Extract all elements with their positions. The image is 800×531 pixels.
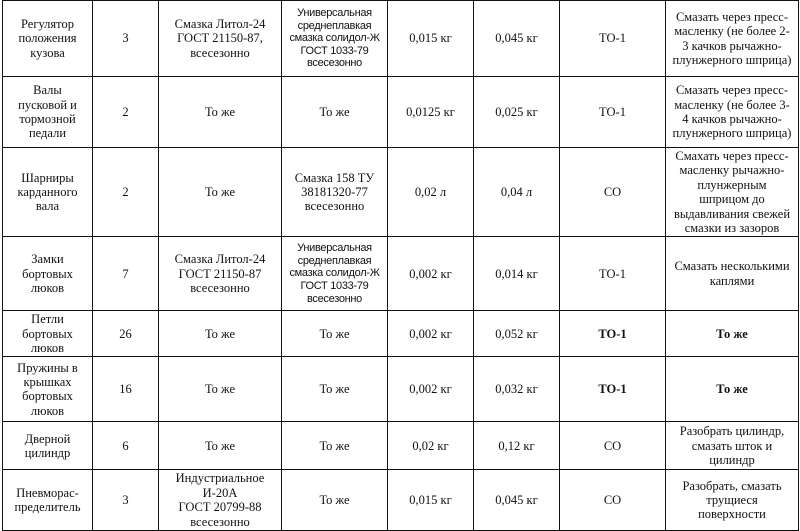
table-row — [3, 77, 799, 148]
alt-lubricant-cell: То же — [282, 470, 388, 531]
quantity-cell: 3 — [93, 1, 159, 77]
quantity-cell: 2 — [93, 77, 159, 148]
amount-total-cell: 0,045 кг — [474, 470, 560, 531]
amount-per-point-cell: 0,02 кг — [388, 422, 474, 470]
part-name-cell: Валы пусковой и тормозной педали — [3, 77, 93, 148]
table-row — [3, 470, 799, 531]
instructions-cell: Смазать через пресс- масленку (не более 2- 3 качков рычажно- плунжерного шприца) — [666, 1, 799, 77]
table-row — [3, 237, 799, 311]
lubricant-cell: Смазка Литол-24 ГОСТ 21150-87, всесезонно — [159, 1, 282, 77]
amount-total-cell: 0,045 кг — [474, 1, 560, 77]
part-name-cell: Дверной цилиндр — [3, 422, 93, 470]
amount-total-cell: 0,014 кг — [474, 237, 560, 311]
interval-cell: СО — [560, 148, 666, 237]
interval-cell: ТО-1 — [560, 77, 666, 148]
lubricant-cell: То же — [159, 77, 282, 148]
lubricant-cell: То же — [159, 311, 282, 357]
part-name-cell: Шарниры карданного вала — [3, 148, 93, 237]
amount-total-cell: 0,12 кг — [474, 422, 560, 470]
part-name-cell: Пружины в крышках бортовых люков — [3, 357, 93, 422]
table-row — [3, 148, 799, 237]
part-name-cell: Пневморас- пределитель — [3, 470, 93, 531]
quantity-cell: 26 — [93, 311, 159, 357]
lubricant-cell: То же — [159, 148, 282, 237]
instructions-cell: Смазать через пресс- масленку (не более 3- 4 качков рычажно- плунжерного шприца) — [666, 77, 799, 148]
table-row — [3, 311, 799, 357]
table-row — [3, 1, 799, 77]
part-name-cell: Петли бортовых люков — [3, 311, 93, 357]
interval-cell: ТО-1 — [560, 1, 666, 77]
quantity-cell: 6 — [93, 422, 159, 470]
alt-lubricant-cell: Смазка 158 ТУ 38181320-77 всесезонно — [282, 148, 388, 237]
alt-lubricant-cell: То же — [282, 357, 388, 422]
alt-lubricant-cell: Универсальная среднеплавкая смазка солидол-Ж ГОСТ 1033-79 всесезонно — [282, 237, 388, 311]
instructions-cell: Разобрать цилиндр, смазать шток и цилиндр — [666, 422, 799, 470]
instructions-cell: Разобрать, смазать трущиеся поверхности — [666, 470, 799, 531]
interval-cell: ТО-1 — [560, 237, 666, 311]
instructions-cell: То же — [666, 357, 799, 422]
alt-lubricant-cell: Универсальная среднеплавкая смазка солидол-Ж ГОСТ 1033-79 всесезонно — [282, 1, 388, 77]
amount-per-point-cell: 0,002 кг — [388, 311, 474, 357]
amount-per-point-cell: 0,002 кг — [388, 237, 474, 311]
instructions-cell: Смазать несколькими каплями — [666, 237, 799, 311]
interval-cell: СО — [560, 470, 666, 531]
lubricant-cell: То же — [159, 422, 282, 470]
quantity-cell: 16 — [93, 357, 159, 422]
part-name-cell: Регулятор положения кузова — [3, 1, 93, 77]
lubricant-cell: Смазка Литол-24 ГОСТ 21150-87 всесезонно — [159, 237, 282, 311]
interval-cell: СО — [560, 422, 666, 470]
alt-lubricant-cell: То же — [282, 311, 388, 357]
amount-per-point-cell: 0,002 кг — [388, 357, 474, 422]
part-name-cell: Замки бортовых люков — [3, 237, 93, 311]
amount-per-point-cell: 0,015 кг — [388, 470, 474, 531]
alt-lubricant-cell: То же — [282, 422, 388, 470]
lubrication-table — [2, 0, 799, 531]
table-row — [3, 422, 799, 470]
quantity-cell: 2 — [93, 148, 159, 237]
table-row — [3, 357, 799, 422]
instructions-cell: Смахать через пресс- масленку рычажно- плунжерным шприцом до выдавливания свежей смазки из зазоров — [666, 148, 799, 237]
amount-total-cell: 0,032 кг — [474, 357, 560, 422]
amount-per-point-cell: 0,0125 кг — [388, 77, 474, 148]
alt-lubricant-cell: То же — [282, 77, 388, 148]
amount-per-point-cell: 0,015 кг — [388, 1, 474, 77]
lubricant-cell: Индустриальное И-20А ГОСТ 20799-88 всесезонно — [159, 470, 282, 531]
amount-total-cell: 0,025 кг — [474, 77, 560, 148]
amount-per-point-cell: 0,02 л — [388, 148, 474, 237]
quantity-cell: 7 — [93, 237, 159, 311]
instructions-cell: То же — [666, 311, 799, 357]
amount-total-cell: 0,04 л — [474, 148, 560, 237]
interval-cell: ТО-1 — [560, 357, 666, 422]
interval-cell: ТО-1 — [560, 311, 666, 357]
lubricant-cell: То же — [159, 357, 282, 422]
quantity-cell: 3 — [93, 470, 159, 531]
amount-total-cell: 0,052 кг — [474, 311, 560, 357]
